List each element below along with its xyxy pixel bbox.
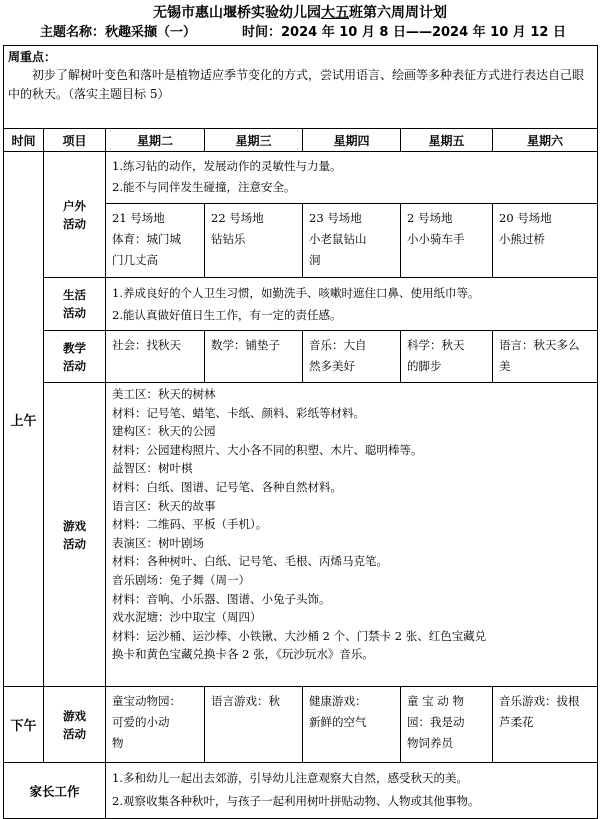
games-line: 材料：各种树叶、白纸、记号笔、毛根、丙烯马克笔。 (112, 554, 388, 569)
outdoor-day-cell (303, 204, 401, 278)
outdoor-goals (106, 152, 598, 204)
afternoon-day-text: 童宝动物园： (112, 694, 181, 708)
afternoon-day-cell (401, 687, 493, 763)
outdoor-day-text: 小熊过桥 (499, 232, 545, 246)
header-day: 星期五 (401, 129, 493, 152)
games-content (106, 383, 598, 687)
header-time: 时间 (4, 129, 44, 152)
outdoor-day-text: 20 号场地 (499, 211, 552, 225)
outdoor-day-text: 门几丈高 (112, 253, 158, 267)
afternoon-day-cell (303, 687, 401, 763)
teaching-day-cell (106, 331, 205, 383)
games-line: 语言区：秋天的故事 (112, 498, 216, 513)
parents-line: 2.观察收集各种秋叶，与孩子一起利用树叶拼贴动物、人物或其他事物。 (112, 794, 480, 808)
afternoon-day-text: 园：我是动 (407, 715, 465, 729)
header-day: 星期四 (303, 129, 401, 152)
teaching-day-text: 社会：找秋天 (112, 338, 181, 352)
outdoor-label (44, 152, 106, 278)
afternoon-day-cell (493, 687, 598, 763)
afternoon-day-cell (106, 687, 205, 763)
outdoor-day-cell (493, 204, 598, 278)
life-line: 2.能认真做好值日生工作，有一定的责任感。 (112, 308, 342, 322)
afternoon-day-text: 音乐游戏：拔根 (499, 694, 580, 708)
teaching-day-text: 数学：铺垫子 (211, 338, 280, 352)
afternoon-row (4, 687, 598, 763)
games-line: 表演区：树叶剧场 (112, 535, 204, 550)
games-line: 美工区：秋天的树林 (112, 387, 216, 401)
games-line: 材料：白纸、图谱、记号笔、各种自然材料。 (112, 479, 342, 494)
life-label (44, 278, 106, 331)
title-class: 大五 (321, 5, 349, 21)
teaching-day-text: 语言：秋天多么 (499, 338, 580, 352)
parents-content (106, 763, 598, 819)
outdoor-label-line: 活动 (63, 216, 86, 231)
games-label-line: 游戏 (63, 518, 86, 533)
afternoon-day-text: 新鲜的空气 (309, 715, 367, 729)
plan-time: 时间：2024 年 10 月 8 日——2024 年 10 月 12 日 (242, 25, 566, 40)
outdoor-goal: 1.练习钻的动作，发展动作的灵敏性与力量。 (112, 159, 342, 173)
teaching-day-text: 美 (499, 359, 511, 373)
afternoon-day-cell (205, 687, 303, 763)
outdoor-day-text: 2 号场地 (407, 211, 453, 225)
morning-label: 上午 (4, 152, 44, 687)
life-label-line: 活动 (63, 306, 86, 320)
outdoor-day-cell (205, 204, 303, 278)
teaching-day-cell (303, 331, 401, 383)
plan-table (3, 45, 598, 819)
teaching-day-text: 音乐：大自 (309, 338, 367, 352)
teaching-day-text: 然多美好 (309, 359, 355, 373)
games-line: 材料：二维码、平板（手机）。 (112, 517, 268, 532)
games-label-line: 活动 (63, 536, 86, 551)
teaching-day-cell (493, 331, 598, 383)
games-label (44, 383, 106, 687)
outdoor-day-text: 钻钻乐 (211, 232, 246, 246)
teaching-label (44, 331, 106, 383)
life-line: 1.养成良好的个人卫生习惯，如勤洗手、咳嗽时遮住口鼻、使用纸巾等。 (112, 286, 480, 300)
week-focus-label: 周重点： (8, 50, 57, 64)
teaching-day-text: 科学：秋天 (407, 338, 465, 352)
outdoor-day-text: 小小骑车手 (407, 232, 465, 246)
title-school: 无锡市惠山堰桥实验幼儿园 (153, 5, 321, 21)
outdoor-goal: 2.能不与同伴发生碰撞，注意安全。 (112, 180, 296, 194)
week-focus-text: 初步了解树叶变色和落叶是植物适应季节变化的方式，尝试用语言、绘画等多种表征方式进行表达自己眼中的秋天。（落实主题目标 5） (8, 68, 585, 101)
teaching-day-cell (205, 331, 303, 383)
header-day: 星期三 (205, 129, 303, 152)
afternoon-label: 下午 (4, 687, 44, 763)
header-item: 项目 (44, 129, 106, 152)
games-line: 材料：运沙桶、运沙棒、小铁锹、大沙桶 2 个、门禁卡 2 张、红色宝藏兑 (112, 628, 487, 643)
outdoor-day-cell (401, 204, 493, 278)
header-row (4, 129, 598, 152)
games-line: 音乐剧场：兔子舞（周一） (112, 572, 250, 587)
teaching-day-cell (401, 331, 493, 383)
header-day: 星期二 (106, 129, 205, 152)
teaching-row (4, 331, 598, 383)
outdoor-day-text: 小老鼠钻山 (309, 232, 367, 246)
afternoon-day-text: 物饲养员 (407, 736, 453, 750)
games-line: 建构区：秋天的公园 (112, 424, 216, 439)
afternoon-day-text: 健康游戏： (309, 694, 367, 708)
games-line: 益智区：树叶棋 (112, 461, 193, 476)
games-line: 材料：公园建构照片、大小各不同的积塑、木片、聪明棒等。 (112, 442, 423, 457)
teaching-label-line: 活动 (63, 358, 86, 373)
afternoon-day-text: 物 (112, 736, 124, 750)
outdoor-label-line: 户外 (63, 198, 86, 213)
games-line: 换卡和黄色宝藏兑换卡各 2 张，《玩沙玩水》音乐。 (112, 647, 374, 662)
parents-row (4, 763, 598, 819)
outdoor-day-text: 22 号场地 (211, 211, 264, 225)
title-suffix: 班第六周周计划 (349, 5, 447, 21)
afternoon-day-text: 童 宝 动 物 (407, 694, 464, 708)
outdoor-day-text: 21 号场地 (112, 211, 165, 225)
life-content (106, 278, 598, 331)
outdoor-day-text: 23 号场地 (309, 211, 362, 225)
afternoon-day-text: 可爱的小动 (112, 715, 170, 729)
afternoon-day-text: 芦柔花 (499, 715, 534, 729)
parents-line: 1.多和幼儿一起出去郊游，引导幼儿注意观察大自然，感受秋天的美。 (112, 771, 468, 785)
life-label-line: 生活 (63, 288, 86, 302)
parents-label: 家长工作 (4, 763, 106, 819)
outdoor-day-cell (106, 204, 205, 278)
afternoon-games-label-line: 游戏 (63, 708, 86, 723)
games-line: 戏水泥塘：沙中取宝（周四） (112, 610, 262, 625)
afternoon-games-label-line: 活动 (63, 726, 86, 741)
outdoor-day-text: 洞 (309, 253, 321, 267)
outdoor-day-text: 体育：城门城 (112, 232, 181, 246)
header-day: 星期六 (493, 129, 598, 152)
theme-name: 主题名称：秋趣采撷（一） (40, 25, 197, 40)
week-focus-cell (4, 46, 598, 129)
games-line: 材料：记号笔、蜡笔、卡纸、颜料、彩纸等材料。 (112, 405, 365, 420)
teaching-day-text: 的脚步 (407, 359, 442, 373)
afternoon-day-text: 语言游戏：秋 (211, 694, 280, 708)
afternoon-games-label (44, 687, 106, 763)
teaching-label-line: 教学 (63, 340, 86, 355)
plan-title (0, 4, 600, 22)
games-line: 材料：音响、小乐器、图谱、小兔子头饰。 (112, 591, 331, 606)
